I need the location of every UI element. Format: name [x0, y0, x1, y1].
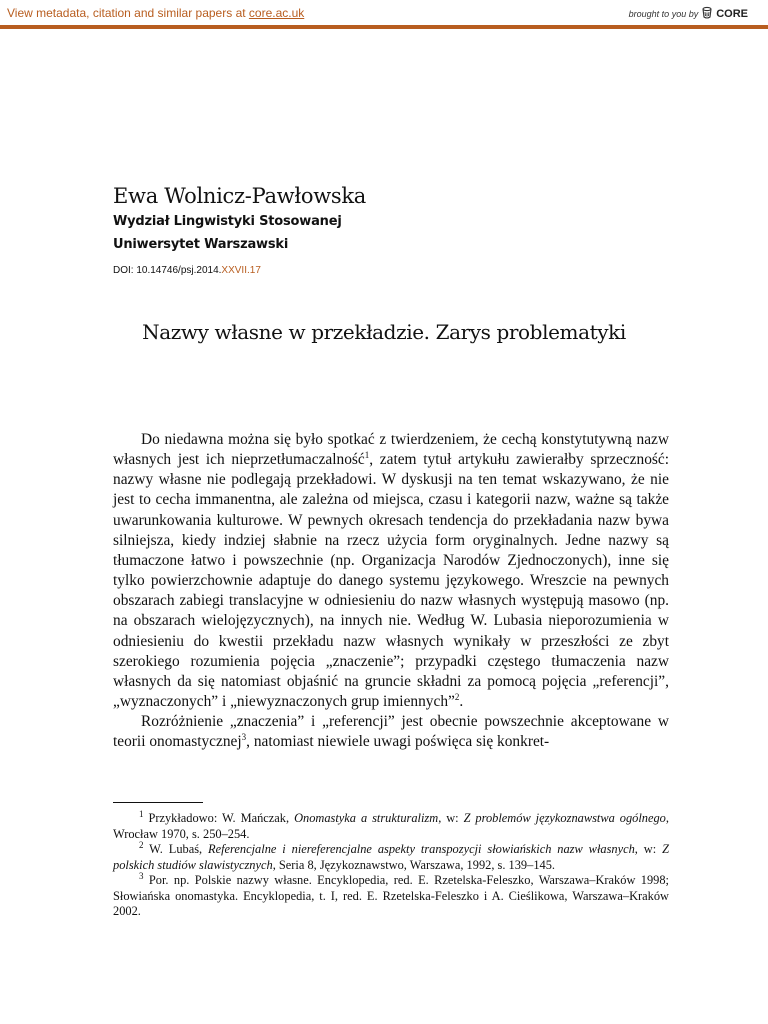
p1-text-b: , zatem tytuł artykułu zawierałby sprzeczność: nazwy własne nie podlegają przekładowi. W dyskusji na ten temat wskazywano, że nie jest to cecha immanentna, ale zależna od miejsca, czasu i kategorii nazw, ważne są także uwarunkowania kulturowe. W pewnych okresach tendencja do przekładania nazw bywa silniejsza, kiedy indziej słabnie na rzecz użycia form oryginalnych. Jedne nazwy są tłumaczone łatwo i powszechnie (np. Organizacja Narodów Zjednoczonych), inne się tylko powierzchownie adaptuje do danego systemu językowego. Wreszcie na pewnych obszarach zabiegi translacyjne w odniesieniu do nazw własnych występują masowo (np. na obszarach wielojęzycznych), na innych nie. Według W. Lubasia nieporozumienia w odniesieniu do kwestii przekładu nazw własnych wynikały w przeszłości ze zbyt szerokiego rozumienia pojęcia „znaczenie”; przypadki częstego tłumaczenia nazw własnych da się natomiast objaśnić na gruncie składni za pomocą pojęcia „referencji”, „wyznaczonych” i „niewyznaczonych grup imiennych”	[113, 451, 669, 711]
footnote-1-text-a: Przykładowo: W. Mańczak,	[143, 811, 295, 825]
brought-by-text: brought to you by	[628, 8, 699, 19]
footnote-2-source: Z polskich studiów slawistycznych	[113, 842, 670, 872]
footnote-2-text-c: , Seria 8, Językoznawstwo, Warszawa, 1992, s. 139–145.	[272, 857, 556, 872]
p2-text-b: , natomiast niewiele uwagi poświęca się konkret-	[246, 733, 550, 751]
core-link[interactable]: core.ac.uk	[248, 6, 305, 20]
footnote-1	[113, 808, 669, 842]
footnote-2-number: 2	[139, 839, 144, 850]
article-body	[113, 430, 669, 753]
footnote-1-title: Onomastyka a strukturalizm	[294, 811, 439, 825]
footnote-2-title: Referencjalne i niereferencjalne aspekty transpozycji słowiańskich nazw własnych	[208, 842, 635, 856]
core-metadata-text	[7, 6, 304, 20]
footnote-2-text-a: W. Lubaś,	[143, 842, 209, 856]
affiliation-university: Uniwersytet Warszawski	[113, 237, 289, 252]
core-link-prefix: View metadata, citation and similar papers at	[7, 6, 249, 20]
footnote-3-text: Por. np. Polskie nazwy własne. Encyklopedia, red. E. Rzetelska-Feleszko, Warszawa–Kraków 1998; Słowiańska onomastyka. Encyklopedia, t. I, red. E. Rzetelska-Feleszko i A. Cieślikowa, Warszawa–Kraków 2002.	[113, 873, 669, 918]
paragraph-2	[113, 712, 669, 752]
article-title: Nazwy własne w przekładzie. Zarys problematyki	[142, 320, 626, 344]
footnote-3-number: 3	[139, 870, 144, 881]
core-banner	[0, 0, 768, 29]
footnote-divider	[113, 802, 203, 803]
footnote-1-number: 1	[139, 808, 144, 819]
footnotes	[113, 808, 670, 920]
core-logo-text: CORE	[716, 7, 748, 20]
core-branding[interactable]	[629, 6, 748, 21]
core-logo-icon	[701, 6, 713, 21]
footnote-1-text-b: , w:	[438, 811, 464, 825]
footnote-1-source: Z problemów językoznawstwa ogólnego	[463, 811, 666, 825]
footnote-3	[113, 870, 669, 920]
footnote-ref-1[interactable]: 1	[364, 450, 370, 461]
doi	[113, 265, 261, 276]
footnote-2-text-b: , w:	[634, 842, 663, 856]
p1-text-a: Do niedawna można się było spotkać z twierdzeniem, że cechą konstytutywną nazw własnych jest ich nieprzetłumaczalność	[113, 431, 669, 469]
doi-volume: XXVII.17	[221, 265, 261, 276]
p1-text-c: .	[459, 693, 464, 711]
paragraph-1	[113, 430, 669, 712]
footnote-1-text-c: , Wrocław 1970, s. 250–254.	[113, 811, 669, 841]
p2-text-a: Rozróżnienie „znaczenia” i „referencji” jest obecnie powszechnie akceptowane w teorii onomastycznej	[113, 713, 669, 751]
affiliation-faculty: Wydział Lingwistyki Stosowanej	[113, 214, 342, 229]
footnote-2	[113, 839, 670, 873]
footnote-ref-2[interactable]: 2	[454, 691, 460, 702]
footnote-ref-3[interactable]: 3	[241, 732, 247, 743]
doi-prefix: DOI: 10.14746/psj.2014.	[113, 265, 222, 276]
author-name: Ewa Wolnicz-Pawłowska	[113, 184, 367, 208]
